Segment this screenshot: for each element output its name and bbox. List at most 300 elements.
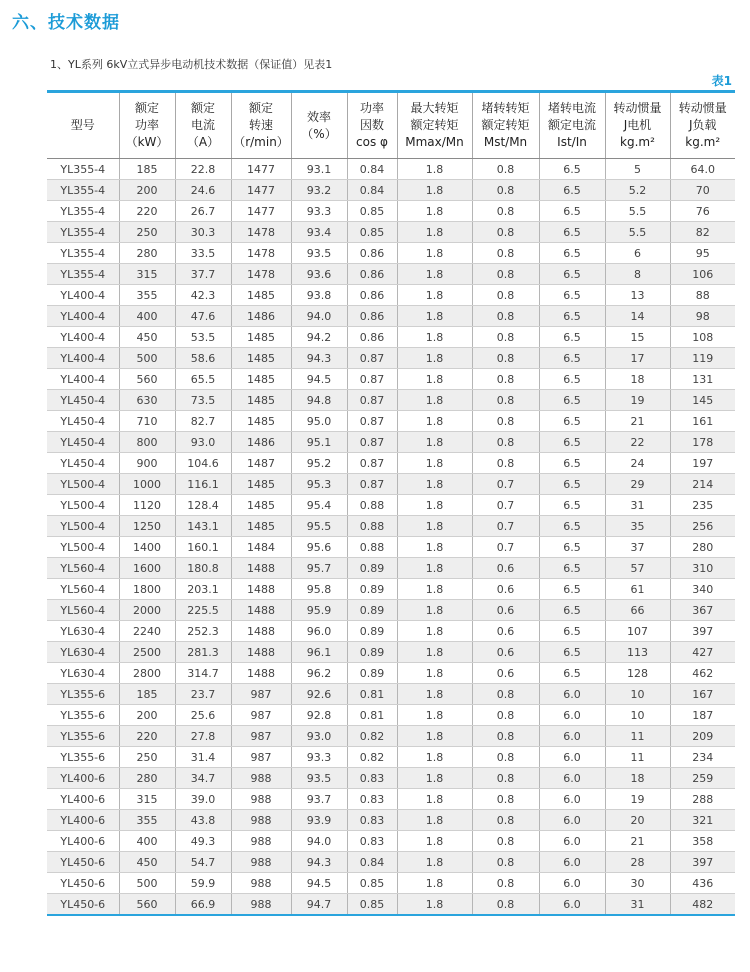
table-cell: 310 [670, 558, 735, 579]
table-cell: 187 [670, 705, 735, 726]
table-cell: 58.6 [175, 348, 231, 369]
table-cell: 0.8 [472, 285, 539, 306]
table-row [47, 768, 735, 789]
table-row [47, 306, 735, 327]
table-cell: 1.8 [397, 852, 472, 873]
column-header-line: J负载 [688, 118, 717, 132]
table-cell: 64.0 [670, 159, 735, 180]
table-cell: 20 [605, 810, 670, 831]
table-cell: 2000 [119, 600, 175, 621]
table-cell: 1.8 [397, 327, 472, 348]
table-row [47, 747, 735, 768]
table-cell: 0.87 [347, 453, 397, 474]
table-row [47, 222, 735, 243]
table-cell: 0.89 [347, 621, 397, 642]
table-caption: 1、YL系列 6kV立式异步电动机技术数据（保证值）见表1 [50, 58, 333, 71]
model-cell: YL500-4 [47, 516, 119, 537]
model-cell: YL355-4 [47, 180, 119, 201]
table-cell: 27.8 [175, 726, 231, 747]
table-cell: 1.8 [397, 894, 472, 916]
table-cell: 0.8 [472, 222, 539, 243]
table-cell: 94.5 [291, 369, 347, 390]
table-cell: 6.5 [539, 537, 605, 558]
model-cell: YL400-6 [47, 789, 119, 810]
table-cell: 116.1 [175, 474, 231, 495]
table-cell: 0.6 [472, 663, 539, 684]
table-cell: 2240 [119, 621, 175, 642]
table-cell: 1485 [231, 348, 291, 369]
table-cell: 143.1 [175, 516, 231, 537]
table-cell: 0.7 [472, 474, 539, 495]
table-cell: 200 [119, 705, 175, 726]
table-cell: 24.6 [175, 180, 231, 201]
column-header-line: 额定 [248, 101, 273, 115]
column-header-line: 效率 [306, 109, 331, 124]
table-cell: 1.8 [397, 516, 472, 537]
table-cell: 93.5 [291, 768, 347, 789]
table-cell: 104.6 [175, 453, 231, 474]
model-cell: YL400-4 [47, 369, 119, 390]
table-cell: 1.8 [397, 453, 472, 474]
table-cell: 47.6 [175, 306, 231, 327]
table-cell: 0.86 [347, 327, 397, 348]
table-cell: 0.83 [347, 768, 397, 789]
model-cell: YL355-6 [47, 747, 119, 768]
column-header [605, 93, 670, 159]
table-cell: 988 [231, 894, 291, 916]
table-cell: 0.8 [472, 726, 539, 747]
table-cell: 355 [119, 285, 175, 306]
column-header-line: 堵转电流 [547, 101, 596, 115]
table-cell: 6.5 [539, 390, 605, 411]
table-cell: 96.1 [291, 642, 347, 663]
table-cell: 0.83 [347, 789, 397, 810]
table-cell: 6.0 [539, 894, 605, 916]
table-cell: 0.86 [347, 306, 397, 327]
column-header-line: kg.m² [685, 135, 721, 149]
model-cell: YL450-4 [47, 432, 119, 453]
table-cell: 18 [605, 369, 670, 390]
table-cell: 315 [119, 264, 175, 285]
table-cell: 1.8 [397, 621, 472, 642]
table-cell: 0.8 [472, 411, 539, 432]
table-cell: 397 [670, 621, 735, 642]
table-cell: 800 [119, 432, 175, 453]
table-cell: 6.5 [539, 159, 605, 180]
table-cell: 6.5 [539, 558, 605, 579]
model-cell: YL355-6 [47, 684, 119, 705]
table-cell: 1.8 [397, 810, 472, 831]
table-cell: 25.6 [175, 705, 231, 726]
table-cell: 0.6 [472, 621, 539, 642]
table-cell: 6.5 [539, 621, 605, 642]
table-cell: 0.88 [347, 537, 397, 558]
table-cell: 1484 [231, 537, 291, 558]
model-cell: YL560-4 [47, 600, 119, 621]
table-cell: 203.1 [175, 579, 231, 600]
table-row [47, 579, 735, 600]
table-cell: 93.9 [291, 810, 347, 831]
table-cell: 1485 [231, 495, 291, 516]
table-row [47, 516, 735, 537]
table-cell: 98 [670, 306, 735, 327]
table-cell: 6.0 [539, 726, 605, 747]
table-cell: 19 [605, 789, 670, 810]
table-cell: 0.87 [347, 390, 397, 411]
table-cell: 314.7 [175, 663, 231, 684]
motor-spec-table [47, 93, 735, 916]
column-header-line: Ist/In [557, 135, 587, 149]
table-cell: 23.7 [175, 684, 231, 705]
table-cell: 1488 [231, 600, 291, 621]
table-cell: 1.8 [397, 663, 472, 684]
table-cell: 462 [670, 663, 735, 684]
table-row [47, 390, 735, 411]
table-cell: 0.89 [347, 600, 397, 621]
table-cell: 1.8 [397, 747, 472, 768]
table-cell: 1485 [231, 474, 291, 495]
table-cell: 0.85 [347, 201, 397, 222]
table-cell: 1.8 [397, 558, 472, 579]
table-cell: 0.6 [472, 579, 539, 600]
table-cell: 29 [605, 474, 670, 495]
table-cell: 0.8 [472, 852, 539, 873]
table-cell: 0.7 [472, 495, 539, 516]
table-cell: 1.8 [397, 180, 472, 201]
table-cell: 96.0 [291, 621, 347, 642]
model-cell: YL355-4 [47, 159, 119, 180]
table-cell: 988 [231, 768, 291, 789]
table-cell: 0.81 [347, 705, 397, 726]
table-row [47, 852, 735, 873]
table-cell: 95.1 [291, 432, 347, 453]
table-cell: 6.5 [539, 264, 605, 285]
column-header-line: 型号 [70, 118, 95, 132]
table-row [47, 180, 735, 201]
table-cell: 340 [670, 579, 735, 600]
column-header [291, 93, 347, 159]
table-cell: 1.8 [397, 768, 472, 789]
table-cell: 93.3 [291, 747, 347, 768]
table-cell: 988 [231, 852, 291, 873]
table-cell: 1485 [231, 285, 291, 306]
table-cell: 250 [119, 747, 175, 768]
model-cell: YL400-4 [47, 327, 119, 348]
table-cell: 31 [605, 495, 670, 516]
table-cell: 225.5 [175, 600, 231, 621]
table-cell: 11 [605, 726, 670, 747]
table-cell: 95.3 [291, 474, 347, 495]
table-row [47, 873, 735, 894]
table-row [47, 810, 735, 831]
table-cell: 6.5 [539, 243, 605, 264]
table-cell: 92.6 [291, 684, 347, 705]
table-cell: 1488 [231, 621, 291, 642]
model-cell: YL450-4 [47, 390, 119, 411]
table-cell: 35 [605, 516, 670, 537]
table-cell: 31.4 [175, 747, 231, 768]
table-cell: 5.5 [605, 201, 670, 222]
table-cell: 22.8 [175, 159, 231, 180]
table-cell: 482 [670, 894, 735, 916]
table-cell: 66.9 [175, 894, 231, 916]
table-cell: 6.5 [539, 453, 605, 474]
table-cell: 1485 [231, 369, 291, 390]
table-cell: 1250 [119, 516, 175, 537]
table-cell: 0.8 [472, 432, 539, 453]
column-header [47, 93, 119, 159]
table-cell: 106 [670, 264, 735, 285]
table-cell: 24 [605, 453, 670, 474]
table-cell: 95.2 [291, 453, 347, 474]
table-cell: 450 [119, 327, 175, 348]
table-cell: 93.5 [291, 243, 347, 264]
table-cell: 160.1 [175, 537, 231, 558]
table-cell: 6.5 [539, 411, 605, 432]
table-cell: 1.8 [397, 579, 472, 600]
model-cell: YL400-4 [47, 285, 119, 306]
table-cell: 358 [670, 831, 735, 852]
table-cell: 1.8 [397, 642, 472, 663]
table-cell: 94.7 [291, 894, 347, 916]
table-cell: 6.5 [539, 306, 605, 327]
table-cell: 6.0 [539, 684, 605, 705]
table-cell: 145 [670, 390, 735, 411]
table-cell: 6.0 [539, 810, 605, 831]
table-cell: 1487 [231, 453, 291, 474]
table-cell: 95.8 [291, 579, 347, 600]
model-cell: YL450-6 [47, 873, 119, 894]
table-cell: 200 [119, 180, 175, 201]
column-header [175, 93, 231, 159]
table-cell: 280 [119, 768, 175, 789]
table-cell: 6.5 [539, 348, 605, 369]
table-cell: 0.85 [347, 222, 397, 243]
table-row [47, 558, 735, 579]
column-header-line: 堵转转矩 [481, 101, 530, 115]
model-cell: YL355-4 [47, 243, 119, 264]
table-cell: 0.7 [472, 537, 539, 558]
column-header-line: 转速 [248, 118, 273, 132]
table-row [47, 264, 735, 285]
table-cell: 1.8 [397, 243, 472, 264]
table-cell: 66 [605, 600, 670, 621]
table-cell: 1.8 [397, 726, 472, 747]
table-cell: 82 [670, 222, 735, 243]
table-cell: 1600 [119, 558, 175, 579]
table-cell: 0.8 [472, 348, 539, 369]
table-cell: 93.2 [291, 180, 347, 201]
column-header-line: 额定转矩 [410, 118, 459, 132]
table-cell: 31 [605, 894, 670, 916]
table-row [47, 411, 735, 432]
model-cell: YL355-4 [47, 201, 119, 222]
table-cell: 6.5 [539, 579, 605, 600]
table-cell: 1485 [231, 390, 291, 411]
table-cell: 988 [231, 789, 291, 810]
table-cell: 92.8 [291, 705, 347, 726]
table-cell: 0.84 [347, 180, 397, 201]
table-cell: 94.0 [291, 306, 347, 327]
table-cell: 0.86 [347, 264, 397, 285]
table-cell: 0.8 [472, 264, 539, 285]
table-cell: 1.8 [397, 684, 472, 705]
table-cell: 19 [605, 390, 670, 411]
table-cell: 5 [605, 159, 670, 180]
table-cell: 22 [605, 432, 670, 453]
table-cell: 95.9 [291, 600, 347, 621]
table-row [47, 726, 735, 747]
column-header-line: 额定 [134, 101, 159, 115]
column-header [119, 93, 175, 159]
table-row [47, 369, 735, 390]
table-cell: 61 [605, 579, 670, 600]
column-header-line: 电流 [190, 118, 215, 132]
table-cell: 630 [119, 390, 175, 411]
table-cell: 400 [119, 306, 175, 327]
column-header-line: Mst/Mn [483, 135, 528, 149]
column-header-line: （A） [186, 135, 220, 149]
table-cell: 95.5 [291, 516, 347, 537]
column-header [231, 93, 291, 159]
table-cell: 1488 [231, 558, 291, 579]
table-cell: 6.0 [539, 852, 605, 873]
table-cell: 0.87 [347, 369, 397, 390]
table-cell: 13 [605, 285, 670, 306]
table-cell: 500 [119, 873, 175, 894]
column-header-line: cos φ [356, 135, 388, 149]
table-cell: 30 [605, 873, 670, 894]
column-header [347, 93, 397, 159]
table-cell: 234 [670, 747, 735, 768]
table-cell: 427 [670, 642, 735, 663]
table-cell: 6.0 [539, 831, 605, 852]
table-cell: 93.1 [291, 159, 347, 180]
table-cell: 900 [119, 453, 175, 474]
table-row [47, 537, 735, 558]
table-cell: 1485 [231, 327, 291, 348]
model-cell: YL500-4 [47, 495, 119, 516]
table-cell: 1.8 [397, 537, 472, 558]
table-cell: 26.7 [175, 201, 231, 222]
table-cell: 1486 [231, 306, 291, 327]
model-cell: YL500-4 [47, 537, 119, 558]
table-cell: 0.88 [347, 516, 397, 537]
table-cell: 1478 [231, 222, 291, 243]
table-cell: 209 [670, 726, 735, 747]
model-cell: YL400-4 [47, 348, 119, 369]
table-cell: 53.5 [175, 327, 231, 348]
table-cell: 0.85 [347, 894, 397, 916]
table-cell: 93.4 [291, 222, 347, 243]
table-cell: 0.8 [472, 789, 539, 810]
table-cell: 1478 [231, 264, 291, 285]
table-cell: 0.86 [347, 285, 397, 306]
table-cell: 0.87 [347, 432, 397, 453]
table-row [47, 831, 735, 852]
table-cell: 0.8 [472, 369, 539, 390]
table-cell: 119 [670, 348, 735, 369]
table-row [47, 495, 735, 516]
table-cell: 42.3 [175, 285, 231, 306]
column-header-line: 因数 [359, 118, 384, 132]
table-row [47, 432, 735, 453]
section-title: 六、技术数据 [12, 13, 120, 33]
table-cell: 107 [605, 621, 670, 642]
model-cell: YL450-6 [47, 852, 119, 873]
table-cell: 987 [231, 747, 291, 768]
table-cell: 43.8 [175, 810, 231, 831]
model-cell: YL560-4 [47, 579, 119, 600]
table-cell: 128 [605, 663, 670, 684]
table-cell: 1.8 [397, 495, 472, 516]
table-cell: 315 [119, 789, 175, 810]
model-cell: YL355-6 [47, 726, 119, 747]
table-cell: 987 [231, 684, 291, 705]
table-cell: 281.3 [175, 642, 231, 663]
table-cell: 0.8 [472, 243, 539, 264]
table-cell: 321 [670, 810, 735, 831]
table-cell: 1.8 [397, 201, 472, 222]
model-cell: YL630-4 [47, 642, 119, 663]
table-cell: 178 [670, 432, 735, 453]
table-cell: 220 [119, 726, 175, 747]
table-cell: 1.8 [397, 411, 472, 432]
table-cell: 185 [119, 684, 175, 705]
table-cell: 0.86 [347, 243, 397, 264]
table-cell: 987 [231, 705, 291, 726]
table-cell: 1000 [119, 474, 175, 495]
table-cell: 197 [670, 453, 735, 474]
table-cell: 14 [605, 306, 670, 327]
table-cell: 6.0 [539, 747, 605, 768]
table-cell: 6 [605, 243, 670, 264]
table-cell: 11 [605, 747, 670, 768]
table-cell: 37 [605, 537, 670, 558]
table-row [47, 894, 735, 916]
table-row [47, 684, 735, 705]
column-header-line: 额定 [190, 101, 215, 115]
table-row [47, 642, 735, 663]
table-cell: 0.83 [347, 810, 397, 831]
column-header-line: （kW） [125, 135, 169, 149]
table-cell: 93.6 [291, 264, 347, 285]
table-cell: 6.5 [539, 369, 605, 390]
table-row [47, 453, 735, 474]
table-cell: 1485 [231, 516, 291, 537]
table-row [47, 621, 735, 642]
table-cell: 1477 [231, 201, 291, 222]
table-cell: 400 [119, 831, 175, 852]
table-cell: 450 [119, 852, 175, 873]
table-cell: 288 [670, 789, 735, 810]
table-cell: 1485 [231, 411, 291, 432]
model-cell: YL500-4 [47, 474, 119, 495]
table-cell: 6.5 [539, 285, 605, 306]
table-cell: 0.87 [347, 348, 397, 369]
table-row [47, 159, 735, 180]
table-cell: 397 [670, 852, 735, 873]
table-cell: 1400 [119, 537, 175, 558]
table-cell: 0.83 [347, 831, 397, 852]
table-cell: 6.5 [539, 201, 605, 222]
table-cell: 1.8 [397, 432, 472, 453]
table-cell: 0.6 [472, 558, 539, 579]
model-cell: YL400-6 [47, 810, 119, 831]
table-cell: 17 [605, 348, 670, 369]
table-cell: 1477 [231, 180, 291, 201]
table-cell: 0.8 [472, 894, 539, 916]
